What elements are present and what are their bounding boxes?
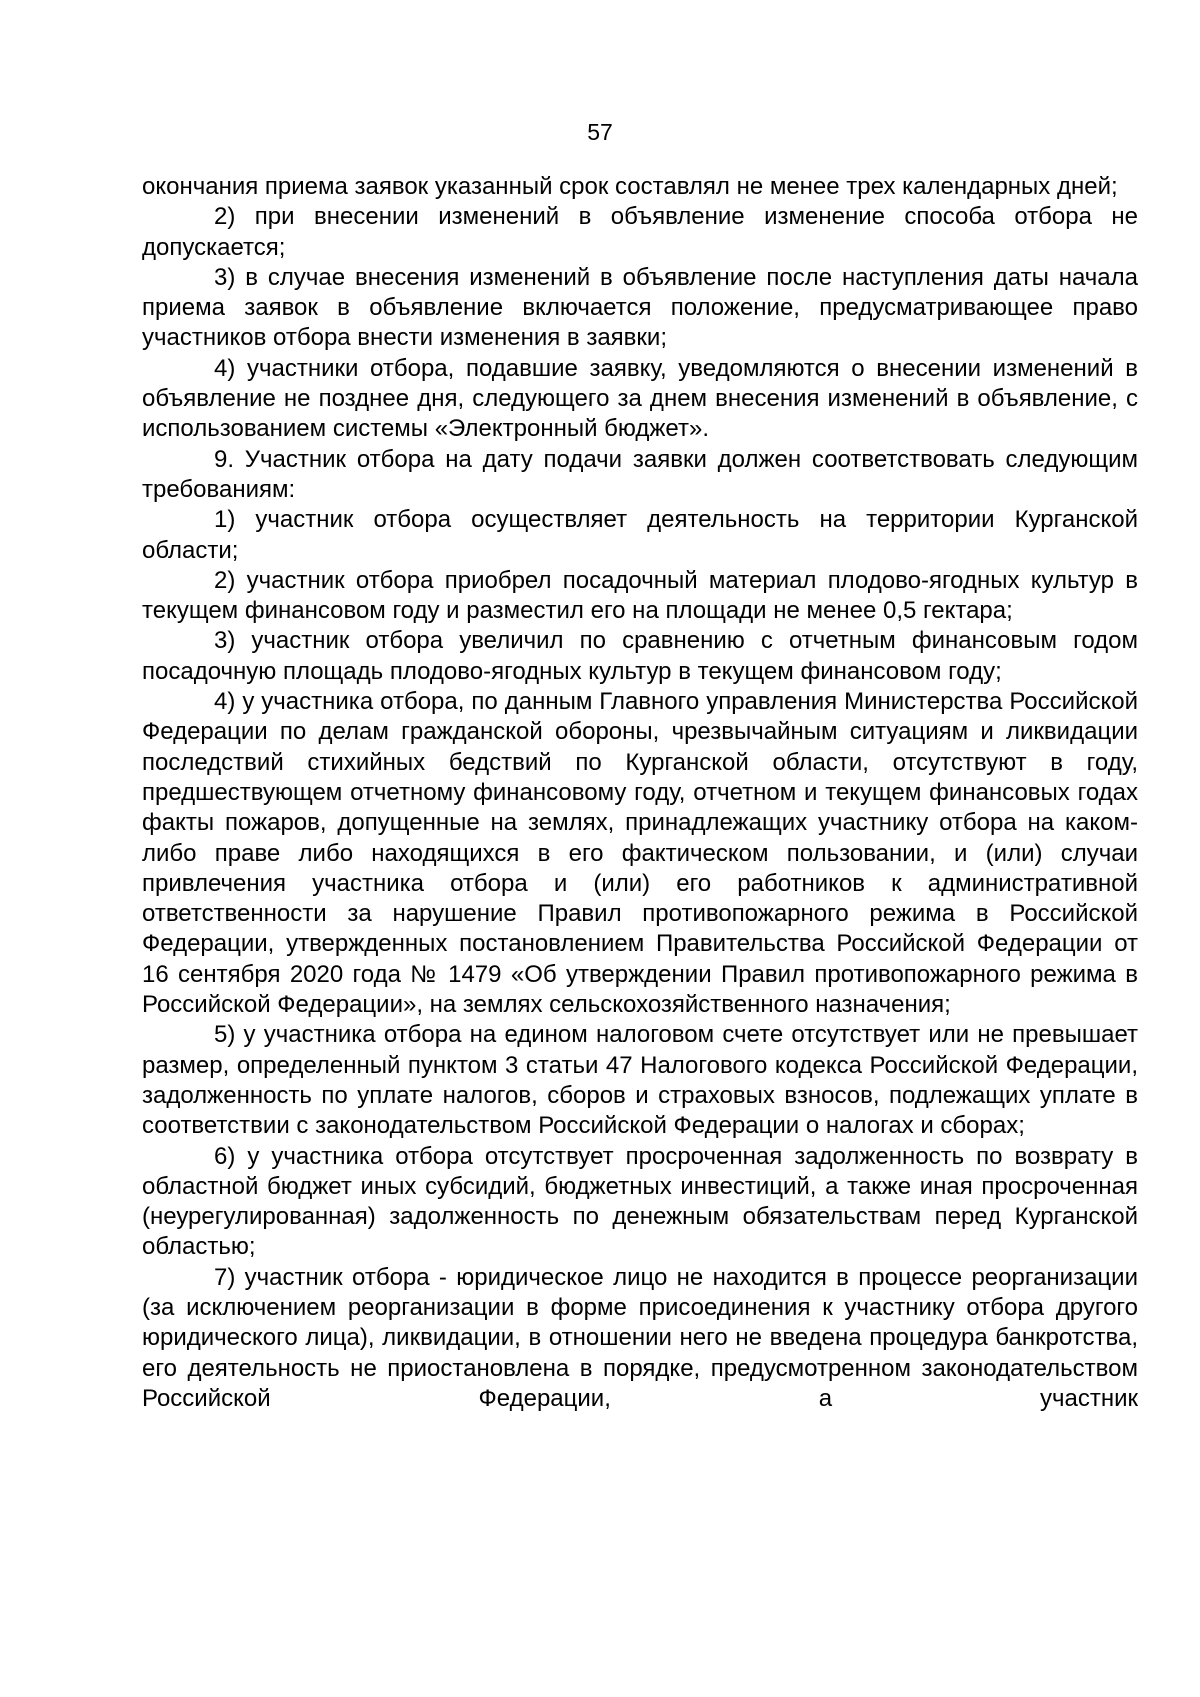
paragraph-item-9-3: 3) участник отбора увеличил по сравнению с отчетным финансовым годом посадочную площадь плодово-ягодных культур в текущем финансовом году; (142, 627, 1138, 685)
paragraph-item-8-3: 3) в случае внесения изменений в объявление после наступления даты начала приема заявок в объявление включается положение, предусматривающее право участников отбора внести изменения в заявки; (142, 263, 1138, 352)
paragraph-item-9-2: 2) участник отбора приобрел посадочный материал плодово-ягодных культур в текущем финансовом году и разместил его на площади не менее 0,5 гектара; (142, 566, 1138, 625)
document-body (142, 172, 1138, 1414)
paragraph-item-9-5: 5) у участника отбора на едином налоговом счете отсутствует или не превышает размер, определенный пунктом 3 статьи 47 Налогового кодекса Российской Федерации, задолженность по уплате налогов, сборов и страховых взносов, подлежащих уплате в соответствии с законодательством Российской Федерации о налогах и сборах; (142, 1021, 1138, 1140)
paragraph-item-8-2: 2) при внесении изменений в объявление изменение способа отбора не допускается; (142, 203, 1138, 261)
paragraph-item-8-4: 4) участники отбора, подавшие заявку, уведомляются о внесении изменений в объявление не позднее дня, следующего за днем внесения изменений в объявление, с использованием системы «Электронный бюджет». (142, 354, 1138, 443)
paragraph-continuation: окончания приема заявок указанный срок составлял не менее трех календарных дней; (142, 173, 1118, 200)
paragraph-item-9-6: 6) у участника отбора отсутствует просроченная задолженность по возврату в областной бюджет иных субсидий, бюджетных инвестиций, а также иная просроченная (неурегулированная) задолженность по денежным обязательствам перед Курганской областью; (142, 1142, 1138, 1261)
paragraph-item-9-7: 7) участник отбора - юридическое лицо не находится в процессе реорганизации (за исключением реорганизации в форме присоединения к участнику отбора другого юридического лица), ликвидации, в отношении него не введена процедура банкротства, его деятельность не приостановлена в порядке, предусмотренном законодательством Российской Федерации, а участник (142, 1263, 1138, 1412)
paragraph-section-9: 9. Участник отбора на дату подачи заявки должен соответствовать следующим требованиям: (142, 445, 1138, 503)
paragraph-item-9-4: 4) у участника отбора, по данным Главного управления Министерства Российской Федерации по делам гражданской обороны, чрезвычайным ситуациям и ликвидации последствий стихийных бедствий по Курганской области, отсутствуют в году, предшествующем отчетному финансовому году, отчетном и текущем финансовых годах факты пожаров, допущенные на землях, принадлежащих участнику отбора на каком-либо праве либо находящихся в его фактическом пользовании, и (или) случаи привлечения участника отбора и (или) его работников к административной ответственности за нарушение Правил противопожарного режима в Российской Федерации, утвержденных постановлением Правительства Российской Федерации от 16 сентября 2020 года № 1479 «Об утверждении Правил противопожарного режима в Российской Федерации», на землях сельскохозяйственного назначения; (142, 688, 1138, 1019)
page-number: 57 (587, 119, 613, 145)
paragraph-item-9-1: 1) участник отбора осуществляет деятельность на территории Курганской области; (142, 506, 1138, 564)
